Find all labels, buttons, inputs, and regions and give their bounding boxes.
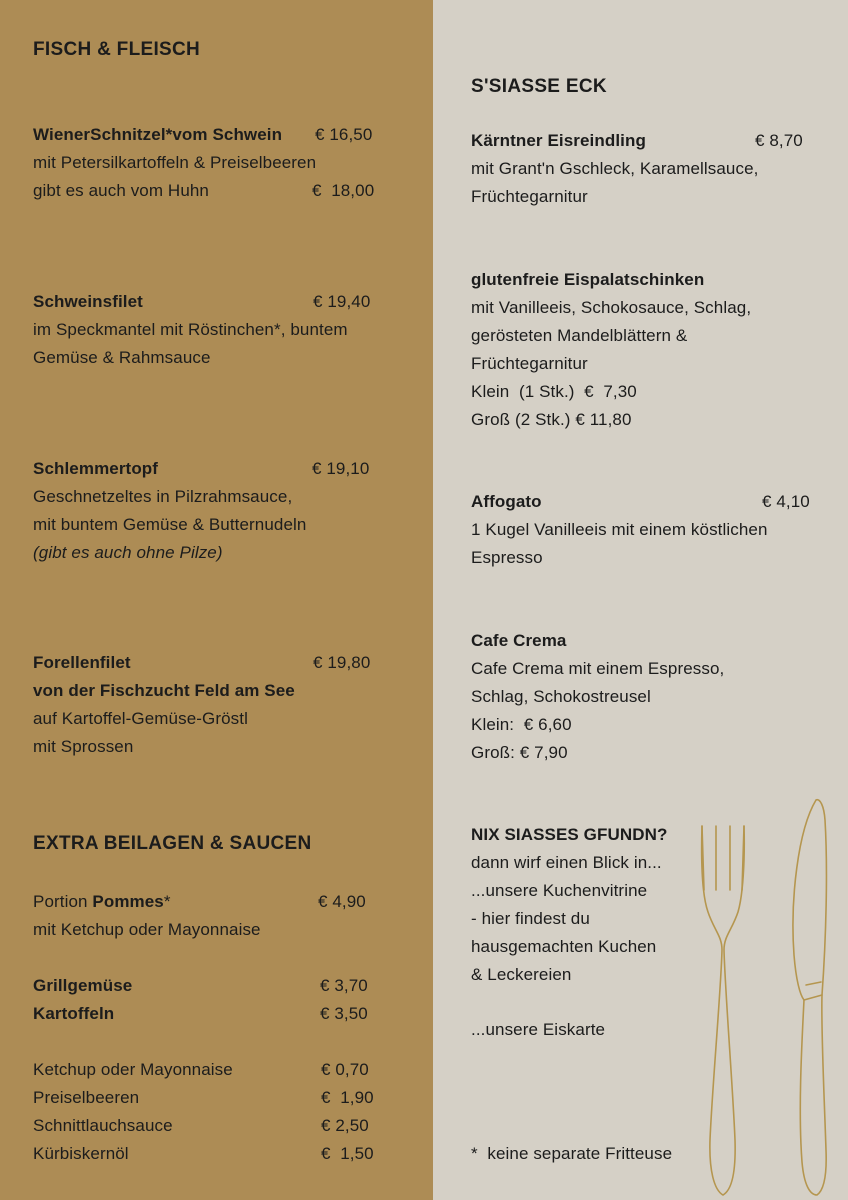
item-price-eispalatschinken-klein: Klein (1 Stk.) € 7,30 [471, 382, 637, 401]
section-title-siasse-eck: S'SIASSE ECK [471, 76, 607, 97]
item-price-cafe-crema-gross: Groß: € 7,90 [471, 743, 568, 762]
item-note-schlemmertopf: (gibt es auch ohne Pilze) [33, 543, 223, 562]
fork-icon [702, 826, 745, 1195]
nix-siasses-line: hausgemachten Kuchen [471, 937, 657, 956]
item-price-cafe-crema-klein: Klein: € 6,60 [471, 715, 572, 734]
pommes-name: Pommes [92, 892, 164, 911]
item-desc-schweinsfilet: im Speckmantel mit Röstinchen*, buntem [33, 320, 348, 339]
pommes-prefix: Portion [33, 892, 93, 911]
item-price-forellenfilet: € 19,80 [313, 653, 371, 672]
sauce-name-ketchup: Ketchup oder Mayonnaise [33, 1060, 233, 1079]
footnote: * keine separate Fritteuse [471, 1144, 673, 1163]
item-name-kartoffeln: Kartoffeln [33, 1004, 115, 1023]
item-desc-eispalatschinken: mit Vanilleeis, Schokosauce, Schlag, [471, 298, 752, 317]
nix-siasses-line: ...unsere Kuchenvitrine [471, 881, 648, 900]
nix-siasses-line: - hier findest du [471, 909, 590, 928]
nix-siasses-title: NIX SIASSES GFUNDN? [471, 825, 668, 844]
item-desc-cafe-crema: Cafe Crema mit einem Espresso, [471, 659, 725, 678]
item-desc-schlemmertopf-2: mit buntem Gemüse & Butternudeln [33, 515, 307, 534]
item-subtitle-forellenfilet: von der Fischzucht Feld am See [33, 681, 295, 700]
item-price-schweinsfilet: € 19,40 [313, 292, 371, 311]
item-desc-cafe-crema-2: Schlag, Schokostreusel [471, 687, 651, 706]
item-desc-forellenfilet: auf Kartoffel-Gemüse-Gröstl [33, 709, 248, 728]
item-price-affogato: € 4,10 [762, 492, 810, 511]
item-desc-eisreindling: mit Grant'n Gschleck, Karamellsauce, [471, 159, 759, 178]
sauce-price-schnittlauch: € 2,50 [321, 1116, 369, 1135]
nix-siasses-line: & Leckereien [471, 965, 572, 984]
item-name-eisreindling: Kärntner Eisreindling [471, 131, 646, 150]
item-desc-schweinsfilet-2: Gemüse & Rahmsauce [33, 348, 211, 367]
knife-icon [793, 800, 826, 1195]
sauce-name-schnittlauch: Schnittlauchsauce [33, 1116, 173, 1135]
item-name-grillgemuese: Grillgemüse [33, 976, 133, 995]
item-desc-affogato: 1 Kugel Vanilleeis mit einem köstlichen [471, 520, 768, 539]
item-price-grillgemuese: € 3,70 [320, 976, 368, 995]
sauce-name-preiselbeeren: Preiselbeeren [33, 1088, 140, 1107]
item-name-pommes [33, 888, 171, 916]
item-name-affogato: Affogato [471, 492, 542, 511]
sauce-price-kuerbiskernoel: € 1,50 [321, 1144, 374, 1163]
item-desc-schlemmertopf: Geschnetzeltes in Pilzrahmsauce, [33, 487, 293, 506]
item-name-schweinsfilet: Schweinsfilet [33, 292, 143, 311]
item-name-wienerschnitzel: WienerSchnitzel*vom Schwein [33, 125, 283, 144]
item-desc-wienerschnitzel-huhn: gibt es auch vom Huhn [33, 181, 209, 200]
item-price-schlemmertopf: € 19,10 [312, 459, 370, 478]
item-price-wienerschnitzel: € 16,50 [315, 125, 373, 144]
item-name-forellenfilet: Forellenfilet [33, 653, 131, 672]
section-title-fisch-fleisch: FISCH & FLEISCH [33, 39, 201, 60]
cutlery-illustration [690, 790, 840, 1200]
item-price-kartoffeln: € 3,50 [320, 1004, 368, 1023]
item-price-wienerschnitzel-huhn: € 18,00 [312, 181, 375, 200]
item-desc-eispalatschinken-2: gerösteten Mandelblättern & [471, 326, 688, 345]
item-desc-wienerschnitzel: mit Petersilkartoffeln & Preiselbeeren [33, 153, 317, 172]
sauce-price-ketchup: € 0,70 [321, 1060, 369, 1079]
section-title-extra-beilagen: EXTRA BEILAGEN & SAUCEN [33, 833, 312, 854]
nix-siasses-eiskarte: ...unsere Eiskarte [471, 1020, 606, 1039]
item-price-eisreindling: € 8,70 [755, 131, 803, 150]
pommes-suffix: * [163, 892, 171, 911]
item-desc-affogato-2: Espresso [471, 548, 543, 567]
nix-siasses-line: dann wirf einen Blick in... [471, 853, 662, 872]
sauce-name-kuerbiskernoel: Kürbiskernöl [33, 1144, 129, 1163]
item-price-eispalatschinken-gross: Groß (2 Stk.) € 11,80 [471, 410, 632, 429]
item-desc-eispalatschinken-3: Früchtegarnitur [471, 354, 588, 373]
sauce-price-preiselbeeren: € 1,90 [321, 1088, 374, 1107]
item-name-cafe-crema: Cafe Crema [471, 631, 567, 650]
item-desc-pommes: mit Ketchup oder Mayonnaise [33, 920, 261, 939]
item-name-eispalatschinken: glutenfreie Eispalatschinken [471, 270, 705, 289]
item-name-schlemmertopf: Schlemmertopf [33, 459, 159, 478]
item-desc-eisreindling-2: Früchtegarnitur [471, 187, 588, 206]
item-price-pommes: € 4,90 [318, 892, 366, 911]
item-desc-forellenfilet-2: mit Sprossen [33, 737, 134, 756]
